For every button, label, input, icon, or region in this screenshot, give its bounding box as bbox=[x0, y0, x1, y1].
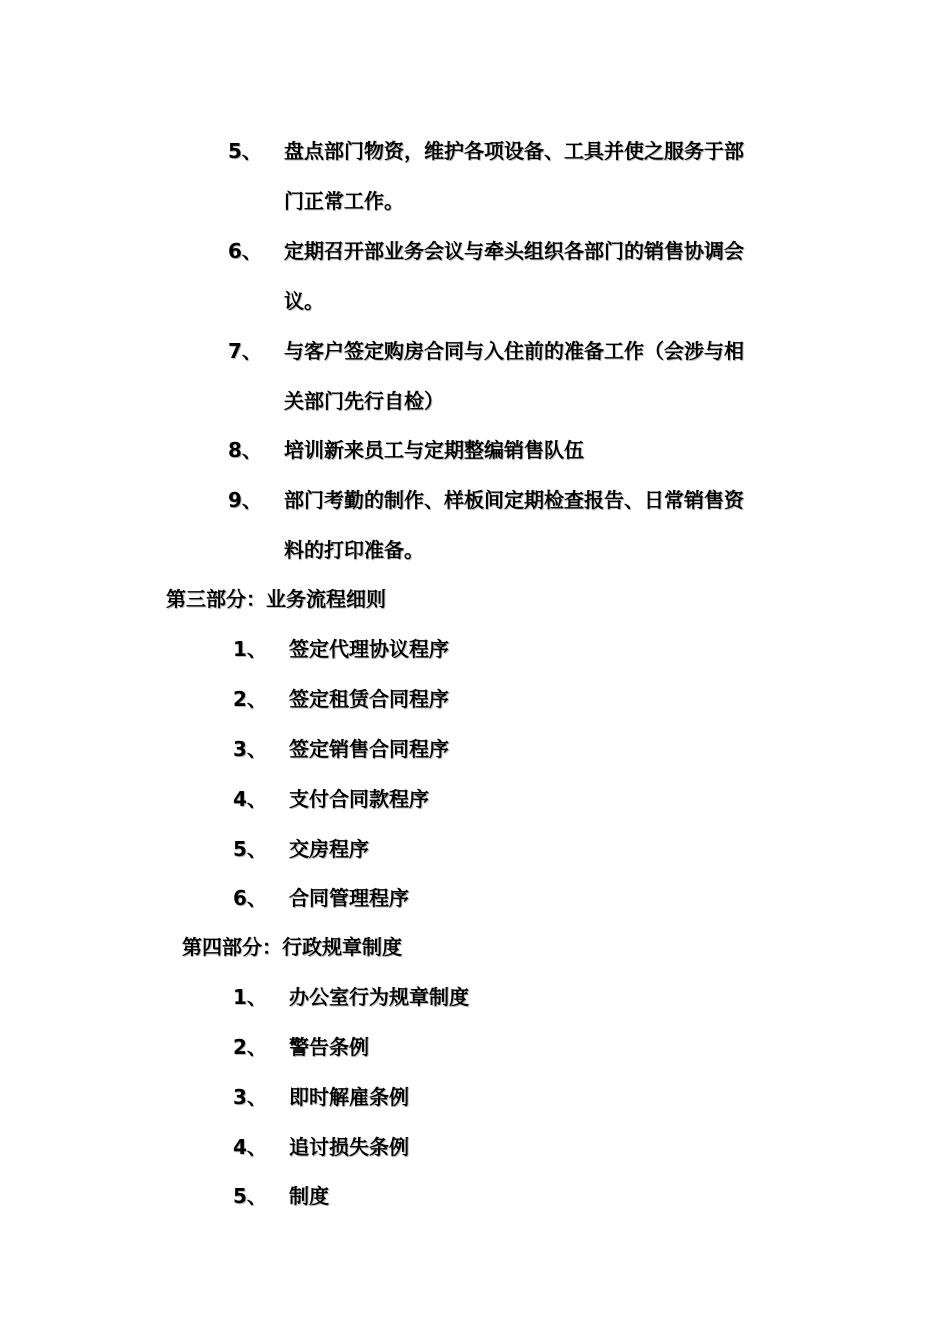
list-item-text: 签定租赁合同程序 bbox=[289, 687, 449, 711]
list-item-number: 5、 bbox=[233, 837, 267, 861]
list-item-text: 即时解雇条例 bbox=[289, 1085, 409, 1109]
list-item-number: 2、 bbox=[233, 687, 267, 711]
list-item-number: 8、 bbox=[228, 438, 262, 462]
list-item-number: 3、 bbox=[233, 1085, 267, 1109]
section-heading: 第四部分：行政规章制度 bbox=[182, 935, 402, 959]
list-item-text: 签定销售合同程序 bbox=[289, 737, 449, 761]
list-item-number: 1、 bbox=[233, 637, 267, 661]
list-item-text: 部门考勤的制作、样板间定期检查报告、日常销售资 bbox=[284, 488, 744, 512]
list-item-text: 培训新来员工与定期整编销售队伍 bbox=[284, 438, 584, 462]
list-item-number: 4、 bbox=[233, 1135, 267, 1159]
list-item-number: 3、 bbox=[233, 737, 267, 761]
list-item-text: 追讨损失条例 bbox=[289, 1135, 409, 1159]
list-item-text: 合同管理程序 bbox=[289, 886, 409, 910]
list-item-text: 警告条例 bbox=[289, 1035, 369, 1059]
list-item-number: 5、 bbox=[233, 1184, 267, 1208]
list-item-text-continued: 料的打印准备。 bbox=[284, 538, 424, 562]
list-item-text: 与客户签定购房合同与入住前的准备工作（会涉与相 bbox=[284, 339, 744, 363]
list-item-number: 9、 bbox=[228, 488, 262, 512]
list-item-text: 制度 bbox=[289, 1184, 329, 1208]
list-item-number: 7、 bbox=[228, 339, 262, 363]
list-item-text-continued: 门正常工作。 bbox=[284, 189, 404, 213]
list-item-text: 定期召开部业务会议与牵头组织各部门的销售协调会 bbox=[284, 239, 744, 263]
list-item-number: 1、 bbox=[233, 985, 267, 1009]
list-item-text: 交房程序 bbox=[289, 837, 369, 861]
list-item-text-continued: 关部门先行自检） bbox=[284, 389, 444, 413]
list-item-number: 6、 bbox=[228, 239, 262, 263]
list-item-text: 盘点部门物资，维护各项设备、工具并使之服务于部 bbox=[284, 139, 744, 163]
list-item-text: 支付合同款程序 bbox=[289, 787, 429, 811]
list-item-number: 5、 bbox=[228, 139, 262, 163]
list-item-number: 2、 bbox=[233, 1035, 267, 1059]
list-item-text: 办公室行为规章制度 bbox=[289, 985, 469, 1009]
list-item-text-continued: 议。 bbox=[284, 289, 324, 313]
section-heading: 第三部分：业务流程细则 bbox=[166, 587, 386, 611]
list-item-number: 4、 bbox=[233, 787, 267, 811]
list-item-text: 签定代理协议程序 bbox=[289, 637, 449, 661]
list-item-number: 6、 bbox=[233, 886, 267, 910]
